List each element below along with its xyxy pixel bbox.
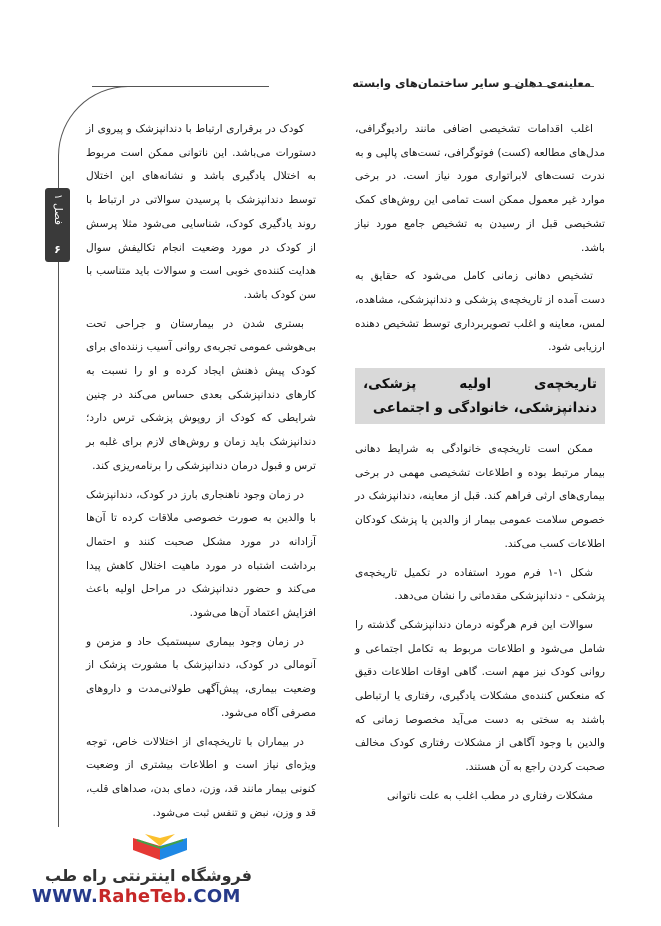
paragraph: در زمان وجود بیماری سیستمیک حاد و مزمن و آنومالی در کودک، دندانپزشک با مشورت پزشک از وضعیت بیماری، پیش‌آگهی طولانی‌مدت و داروهای مصرفی آگاه می‌شود.: [86, 635, 316, 719]
section-heading: تاریخچه‌ی اولیه پزشکی، دندانپزشکی، خانوادگی و اجتماعی: [355, 368, 605, 424]
paragraph: بستری شدن در بیمارستان و جراحی تحت بی‌هوشی عمومی تجربه‌ی روانی آسیب زننده‌ای برای کودک پیش ذهنش ایجاد کرده و او را نسبت به کارهای دندانپزشکی بعدی حساس می‌کند در چنین شرایطی که کودک از روپوش پزشکی ترس دارد؛ دندانپزشک باید زمان و روش‌های لازم برای غلبه بر ترس و قبول درمان دندانپزشکی را برنامه‌ریزی کند.: [86, 317, 316, 472]
paragraph: در زمان وجود ناهنجاری بارز در کودک، دندانپزشک با والدین به صورت خصوصی ملاقات کرده تا آن‌ها آزادانه در مورد مشکل صحبت کنند و احتمال برداشت اشتباه در مورد ماهیت اختلال کاهش پیدا می‌کند و حضور دندانپزشک در مراحل اولیه باعث افزایش اعتماد آن‌ها می‌شود.: [86, 488, 316, 620]
page-number: ۶: [54, 243, 61, 256]
paragraph: سوالات این فرم هرگونه درمان دندانپزشکی گذشته را شامل می‌شود و اطلاعات مربوط به تکامل اجتماعی و روانی کودک نیز مهم است. گاهی اوقات اطلاعات دقیق که منعکس کننده‌ی مشکلات یادگیری، رفتاری یا ارتباطی باشند به سختی به دست می‌آید مخصوصا زمانی که والدین با وجود آگاهی از مشکلات رفتاری کودک مخالف صحبت کردن راجع به آن هستند.: [355, 618, 605, 774]
url-name: RaheTeb: [98, 886, 187, 907]
chapter-tab: [45, 188, 70, 262]
paragraph: اغلب اقدامات تشخیصی اضافی مانند رادیوگرافی، مدل‌های مطالعه (کست) فوتوگرافی، تست‌های پالپی و به ندرت تست‌های لابراتواری مورد نیاز است. در برخی موارد غیر معمول ممکن است تمامی این روش‌های کمک تشخیصی قبل از رسیدن به تشخیص جامع مورد نیاز باشد.: [355, 123, 605, 254]
book-logo-icon: [125, 832, 195, 862]
watermark: [30, 820, 330, 906]
margin-rule: [58, 262, 59, 827]
paragraph: شکل ۱-۱ فرم مورد استفاده در تکمیل تاریخچه‌ی پزشکی - دندانپزشکی مقدماتی را نشان می‌دهد.: [355, 566, 605, 603]
paragraph: مشکلات رفتاری در مطب اغلب به علت ناتوانی: [386, 789, 593, 802]
left-column: [86, 118, 316, 830]
paragraph: در بیماران با تاریخچه‌ای از اختلالات خاص، توجه ویژه‌ای نیاز است و اطلاعات بیشتری از وضعیت کنونی بیمار مانند قد، وزن، دمای بدن، صداهای قلب، قد و وزن، نبض و تنفس ثبت می‌شود.: [86, 735, 316, 819]
paragraph: کودک در برقراری ارتباط با دندانپزشک و پیروی از دستورات می‌باشد. این ناتوانی ممکن است مربوط به اختلال یادگیری باشد و نشانه‌های این اختلال توسط دندانپزشک با پرسیدن سوالاتی در ارتباط با روند یادگیری کودک، شناسایی می‌شود مثلا پرسش از کودک در مورد وضعیت انجام تکالیفش سوال هدایت کننده‌ی خوبی است و سوالات باید متناسب با سن کودک باشد.: [86, 123, 316, 301]
paragraph: تشخیص دهانی زمانی کامل می‌شود که حقایق به دست آمده از تاریخچه‌ی پزشکی و دندانپزشکی، مشاهده، لمس، معاینه و اغلب تصویربرداری توسط تشخیص دهنده ارزیابی شود.: [355, 270, 605, 354]
url-suffix: .COM: [186, 886, 241, 907]
watermark-url: [32, 886, 241, 907]
chapter-label: فصل ۱: [51, 194, 64, 226]
running-header: معاینه‌ی دهان و سایر ساختمان‌های وابسته: [352, 76, 591, 90]
url-prefix: WWW.: [32, 886, 99, 907]
header-rule-right: [510, 86, 594, 87]
watermark-store-name: فروشگاه اینترنتی راه طب: [45, 866, 252, 885]
right-column: [355, 118, 605, 814]
paragraph: ممکن است تاریخچه‌ی خانوادگی به شرایط دهانی بیمار مرتبط بوده و اطلاعات تشخیصی مهمی در برخی بیماری‌های ارثی فراهم کند. قبل از معاینه، دندانپزشک در خصوص سلامت عمومی بیمار از والدین یا پزشک کودکان اطلاعات کسب می‌کند.: [355, 443, 605, 550]
